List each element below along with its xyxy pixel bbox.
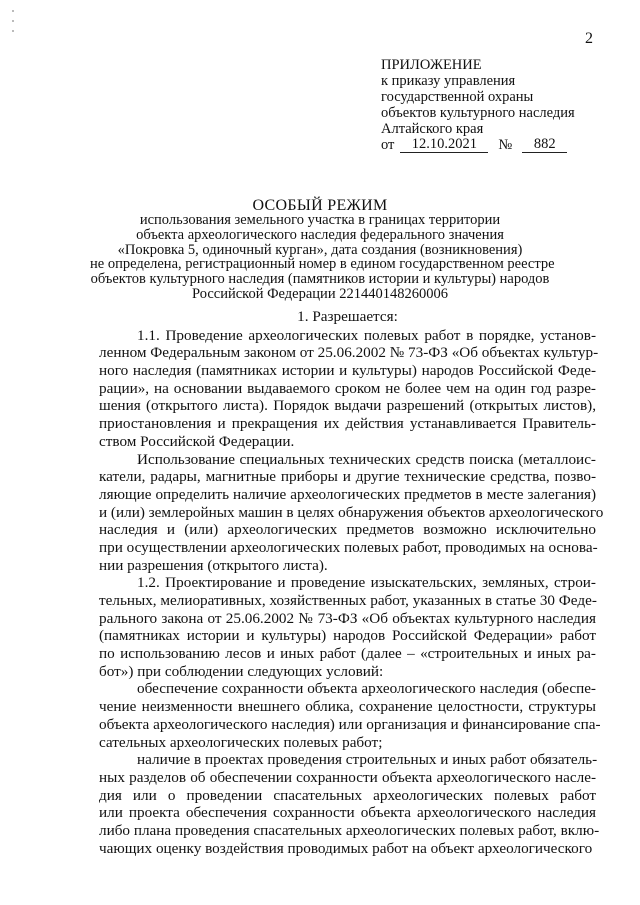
paragraph	[99, 450, 604, 575]
paragraph-line: ством Российской Федерации.	[99, 432, 295, 450]
date-prefix: от	[381, 137, 395, 153]
paragraph-line: ленном Федеральным законом от 25.06.2002 № 73-ФЗ «Об объектах культур-	[99, 344, 599, 362]
paragraph-line: чение неизменности внешнего облика, сохранение целостности, структуры	[99, 698, 596, 716]
paragraph-line: 1.2. Проектирование и проведение изыскательских, земляных, строи-	[137, 574, 596, 592]
paragraph-line: наличие в проектах проведения строительных и иных работ обязатель-	[137, 751, 598, 769]
paragraph-line: ного наследия (памятниках истории и культуры) народов Российской Феде-	[99, 362, 596, 380]
order-number: 882	[522, 137, 567, 153]
paragraph	[99, 751, 600, 857]
paragraph-line: рации», на основании выдаваемого сроком не более чем на один год разре-	[99, 379, 596, 397]
paragraph-line: дия или о проведении спасательных археологических полевых работ	[99, 786, 596, 804]
appendix-block	[381, 57, 575, 153]
number-label: №	[498, 137, 513, 153]
margin-marks	[12, 10, 15, 50]
appendix-line: государственной охраны	[381, 89, 534, 105]
paragraph-line: рального закона от 25.06.2002 № 73-ФЗ «Об объектах культурного наследия	[99, 609, 596, 627]
document-body	[99, 308, 604, 857]
paragraph	[99, 680, 601, 751]
paragraph-line: нии разрешения (открытого листа).	[99, 556, 328, 574]
paragraph-line: (памятниках истории и культуры) народов Российской Федерации» работ	[99, 627, 596, 645]
paragraph-line: наследия и (или) археологических предметов возможно исключительно	[99, 521, 596, 539]
appendix-line: к приказу управления	[381, 73, 516, 89]
order-date-number	[381, 137, 575, 153]
paragraph-line: бот») при соблюдении следующих условий:	[99, 662, 384, 680]
paragraph-line: чающих оценку воздействия проводимых работ на объект археологического	[99, 839, 593, 857]
paragraph-line: катели, радары, магнитные приборы и другие технические средства, позво-	[99, 468, 596, 486]
subtitle-line: объекта археологического наследия федерального значения	[136, 226, 504, 243]
paragraph-line: Использование специальных технических средств поиска (металлоис-	[137, 450, 596, 468]
appendix-line: Алтайского края	[381, 121, 484, 137]
subtitle-line: не определена, регистрационный номер в едином государственном реестре	[90, 256, 555, 273]
paragraph-line: приостановления и прекращения их действия устанавливается Правитель-	[99, 415, 596, 433]
appendix-heading: ПРИЛОЖЕНИЕ	[381, 57, 482, 73]
subtitle-line: использования земельного участка в границах территории	[139, 212, 501, 228]
document-subtitle	[90, 212, 555, 302]
paragraph-line: обеспечение сохранности объекта археологического наследия (обеспе-	[137, 680, 596, 698]
subtitle-line: объектов культурного наследия (памятников истории и культуры) народов	[90, 271, 550, 288]
subtitle-line: «Покровка 5, одиночный курган», дата создания (возникновения)	[117, 241, 523, 258]
section-heading: 1. Разрешается:	[297, 308, 398, 325]
paragraph-line: либо плана проведения спасательных археологических полевых работ, вклю-	[99, 821, 600, 839]
paragraph-line: объекта археологического наследия) или организация и финансирование спа-	[99, 715, 601, 733]
paragraph-line: и (или) землеройных машин в целях обнаружения объектов археологического	[99, 503, 604, 521]
paragraph	[99, 326, 599, 451]
paragraph-line: ных разделов об обеспечении сохранности объекта археологического насле-	[99, 768, 596, 786]
paragraph	[99, 574, 596, 680]
appendix-line: объектов культурного наследия	[381, 105, 575, 121]
paragraph-line: ляющие определить наличие археологических предметов в месте залегания)	[99, 485, 596, 503]
paragraph-line: тельных, мелиоративных, хозяйственных работ, указанных в статье 30 Феде-	[99, 592, 597, 610]
paragraph-line: шения (открытого листа). Порядок выдачи разрешений (открытых листов),	[99, 397, 596, 415]
paragraph-line: сательных археологических полевых работ;	[99, 733, 383, 751]
page-number: 2	[585, 30, 593, 47]
subtitle-line: Российской Федерации 221440148260006	[192, 285, 448, 302]
paragraph-line: по использованию лесов и иных работ (далее – «строительных и иных ра-	[99, 645, 596, 663]
paragraph-line: при осуществлении археологических полевых работ, проводимых на основа-	[99, 538, 598, 556]
order-date: 12.10.2021	[400, 137, 488, 153]
paragraph-line: или проекта обеспечения сохранности объекта археологического наследия	[99, 804, 596, 822]
paragraph-line: 1.1. Проведение археологических полевых работ в порядке, установ-	[137, 326, 596, 344]
document-title: ОСОБЫЙ РЕЖИМ	[252, 197, 388, 214]
